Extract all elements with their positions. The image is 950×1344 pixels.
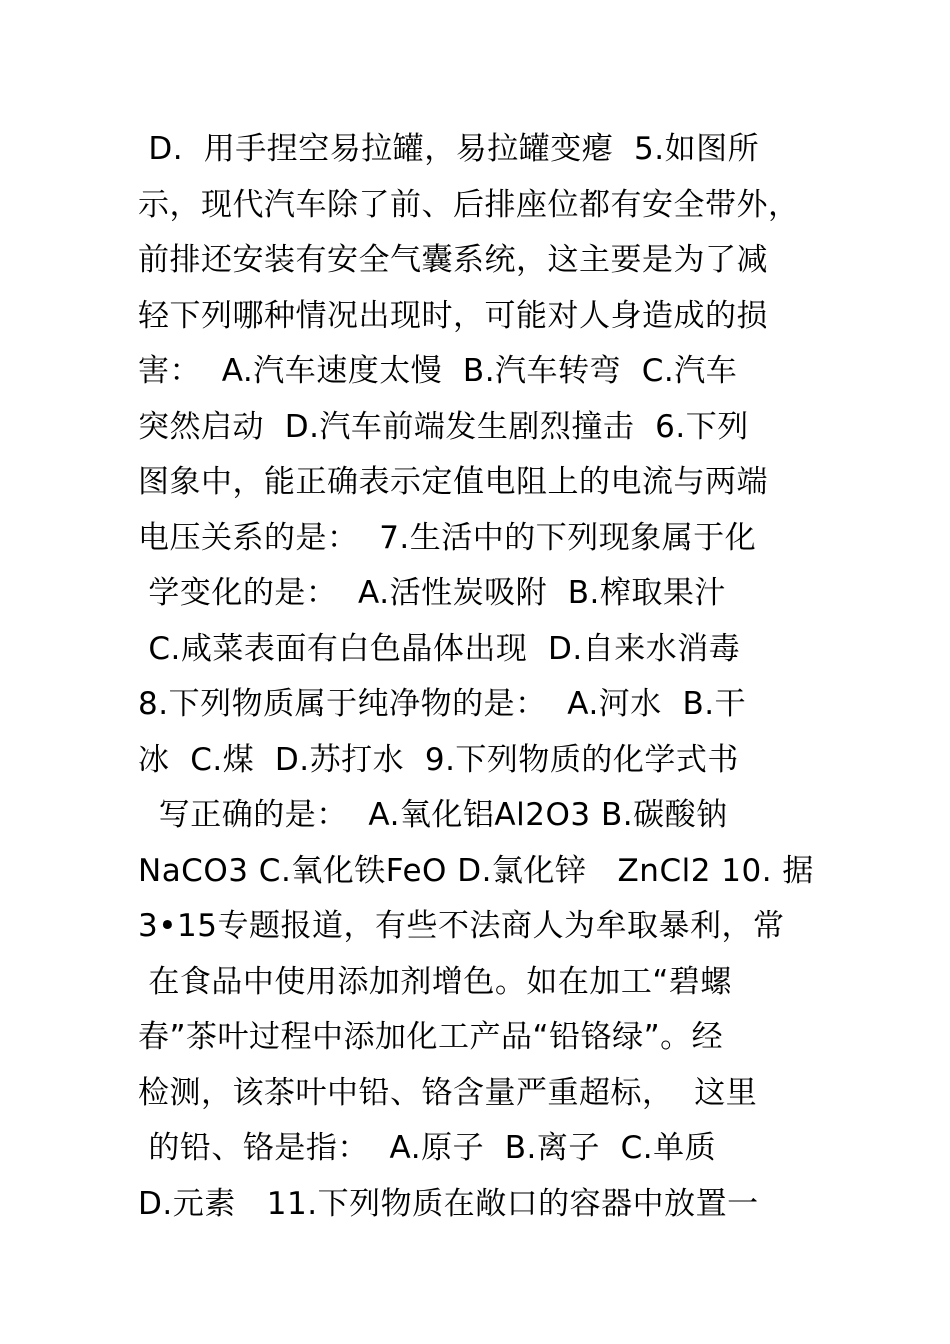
text-line: 害： A.汽车速度太慢 B.汽车转弯 C.汽车 — [138, 353, 738, 389]
body-text — [138, 122, 838, 1232]
text-line: 轻下列哪种情况出现时，可能对人身造成的损 — [138, 297, 768, 334]
text-line: D.元素 11.下列物质在敞口的容器中放置一 — [138, 1185, 759, 1222]
text-line: NaCO3 C.氧化铁FeO D.氯化锌 ZnCl2 10. 据 — [138, 852, 814, 889]
text-line: 的铅、铬是指： A.原子 B.离子 C.单质 — [138, 1130, 717, 1166]
text-line: 前排还安装有安全气囊系统，这主要是为了减 — [138, 242, 768, 278]
text-line: 示，现代汽车除了前、后排座位都有安全带外， — [138, 186, 800, 223]
text-line: 写正确的是： A.氧化铝Al2O3 B.碳酸钠 — [138, 797, 728, 833]
text-line: 学变化的是： A.活性炭吸附 B.榨取果汁 — [138, 575, 726, 611]
text-line: 图象中，能正确表示定值电阻上的电流与两端 — [138, 464, 768, 500]
text-line: 在食品中使用添加剂增色。如在加工“碧螺 — [138, 963, 732, 1000]
text-line: 春”茶叶过程中添加化工产品“铅铬绿”。经 — [138, 1019, 724, 1055]
text-line: 电压关系的是： 7.生活中的下列现象属于化 — [138, 519, 757, 556]
text-line: 突然启动 D.汽车前端发生剧烈撞击 6.下列 — [138, 408, 749, 445]
text-line: 检测，该茶叶中铅、铬含量严重超标， 这里 — [138, 1074, 758, 1111]
text-line: 8.下列物质属于纯净物的是： A.河水 B.干 — [138, 686, 747, 722]
text-line: 3•15专题报道，有些不法商人为牟取暴利，常 — [138, 908, 785, 944]
text-line: D. 用手捏空易拉罐，易拉罐变瘪 5.如图所 — [138, 131, 760, 167]
text-line: C.咸菜表面有白色晶体出现 D.自来水消毒 — [138, 630, 741, 667]
text-line: 冰 C.煤 D.苏打水 9.下列物质的化学式书 — [138, 741, 739, 778]
